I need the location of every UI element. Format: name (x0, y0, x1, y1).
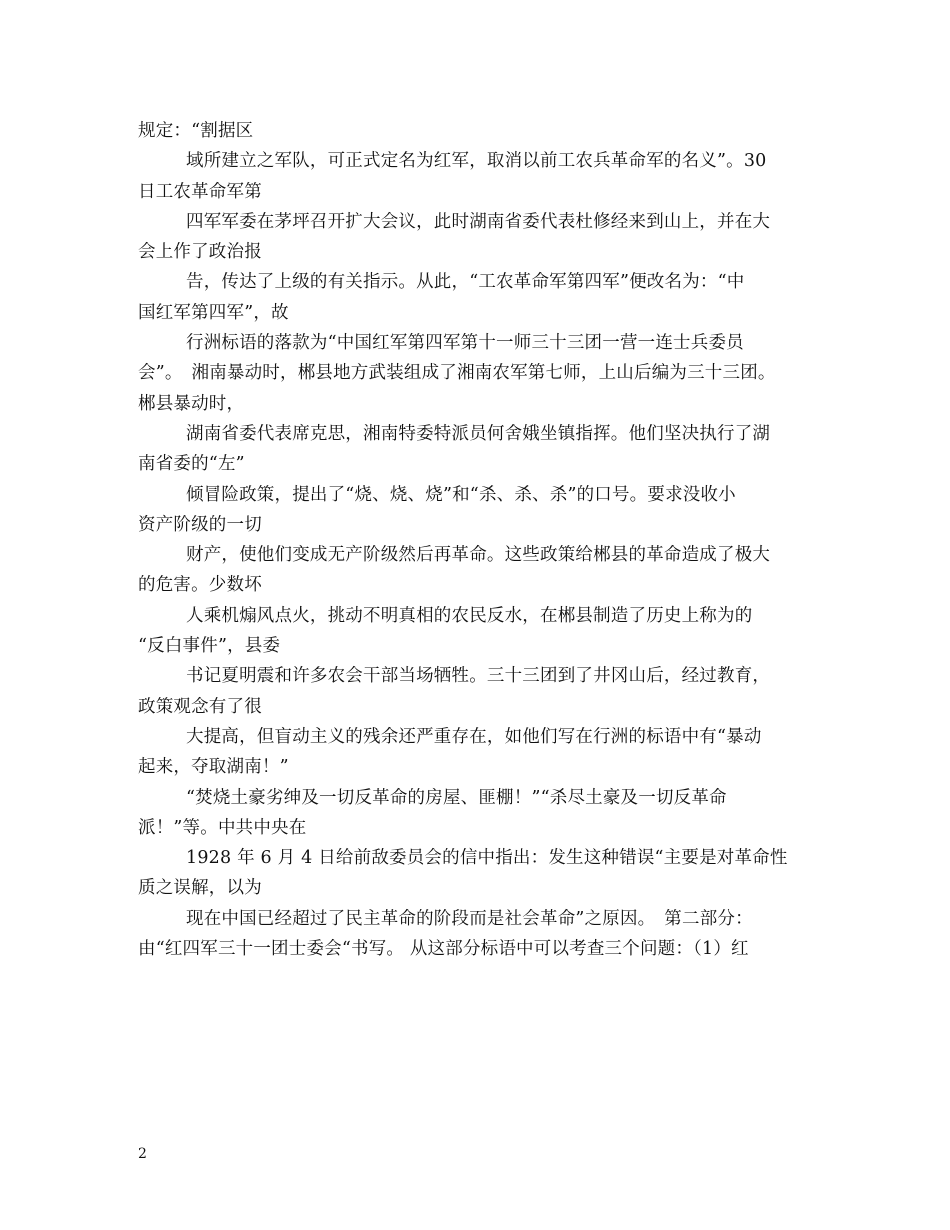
text-line: 派！”等。中共中央在 (138, 817, 307, 838)
text-line: 规定：“割据区 (138, 121, 254, 141)
text-line: 政策观念有了很 (138, 696, 262, 717)
text-line: 郴县暴动时， (138, 393, 245, 414)
text-line: 的危害。少数坏 (138, 575, 262, 596)
text-line: 四军军委在茅坪召开扩大会议，此时湖南省委代表杜修经来到山上，并在大 (186, 211, 771, 232)
text-line: 书记夏明震和许多农会干部当场牺牲。三十三团到了井冈山后，经过教育， (186, 666, 771, 687)
text-line: 域所建立之军队，可正式定名为红军，取消以前工农兵革命军的名义”。30 (186, 151, 767, 172)
text-line: 现在中国已经超过了民主革命的阶段而是社会革命”之原因。 第二部分： (186, 908, 753, 929)
text-line: “反白事件”，县委 (138, 636, 281, 657)
text-line: 起来，夺取湖南！” (138, 757, 289, 778)
page-number: 2 (138, 1146, 147, 1162)
text-line: “焚烧土豪劣绅及一切反革命的房屋、匪棚！”“杀尽土豪及一切反革命 (186, 787, 727, 808)
document-body (138, 116, 828, 964)
text-line: 会上作了政治报 (138, 242, 262, 263)
text-line: 南省委的“左” (138, 454, 245, 475)
text-line: 倾冒险政策，提出了“烧、烧、烧”和“杀、杀、杀”的口号。要求没收小 (186, 484, 736, 505)
text-line: 质之误解，以为 (138, 878, 262, 899)
text-line: 大提高，但盲动主义的残余还严重存在，如他们写在行洲的标语中有“暴动 (186, 726, 762, 747)
text-line: 由“红四军三十一团士委会“书写。 从这部分标语中可以考查三个问题：（1）红 (138, 939, 749, 960)
text-line: 湖南省委代表席克思，湘南特委特派员何舍娥坐镇指挥。他们坚决执行了湖 (186, 423, 771, 444)
text-line: 人乘机煽风点火，挑动不明真相的农民反水，在郴县制造了历史上称为的 (186, 605, 753, 626)
text-line: 1928 年 6 月 4 日给前敌委员会的信中指出：发生这种错误“主要是对革命性 (186, 848, 788, 869)
text-line: 会”。 湘南暴动时，郴县地方武装组成了湘南农军第七师，上山后编为三十三团。 (138, 363, 776, 384)
text-line: 告，传达了上级的有关指示。从此，“工农革命军第四军”便改名为：“中 (186, 272, 745, 293)
text-line: 行洲标语的落款为“中国红军第四军第十一师三十三团一营一连士兵委员 (186, 333, 744, 354)
text-line: 资产阶级的一切 (138, 514, 262, 535)
text-line: 国红军第四军”，故 (138, 302, 289, 323)
text-line: 日工农革命军第 (138, 181, 262, 202)
text-line: 财产，使他们变成无产阶级然后再革命。这些政策给郴县的革命造成了极大 (186, 545, 771, 566)
